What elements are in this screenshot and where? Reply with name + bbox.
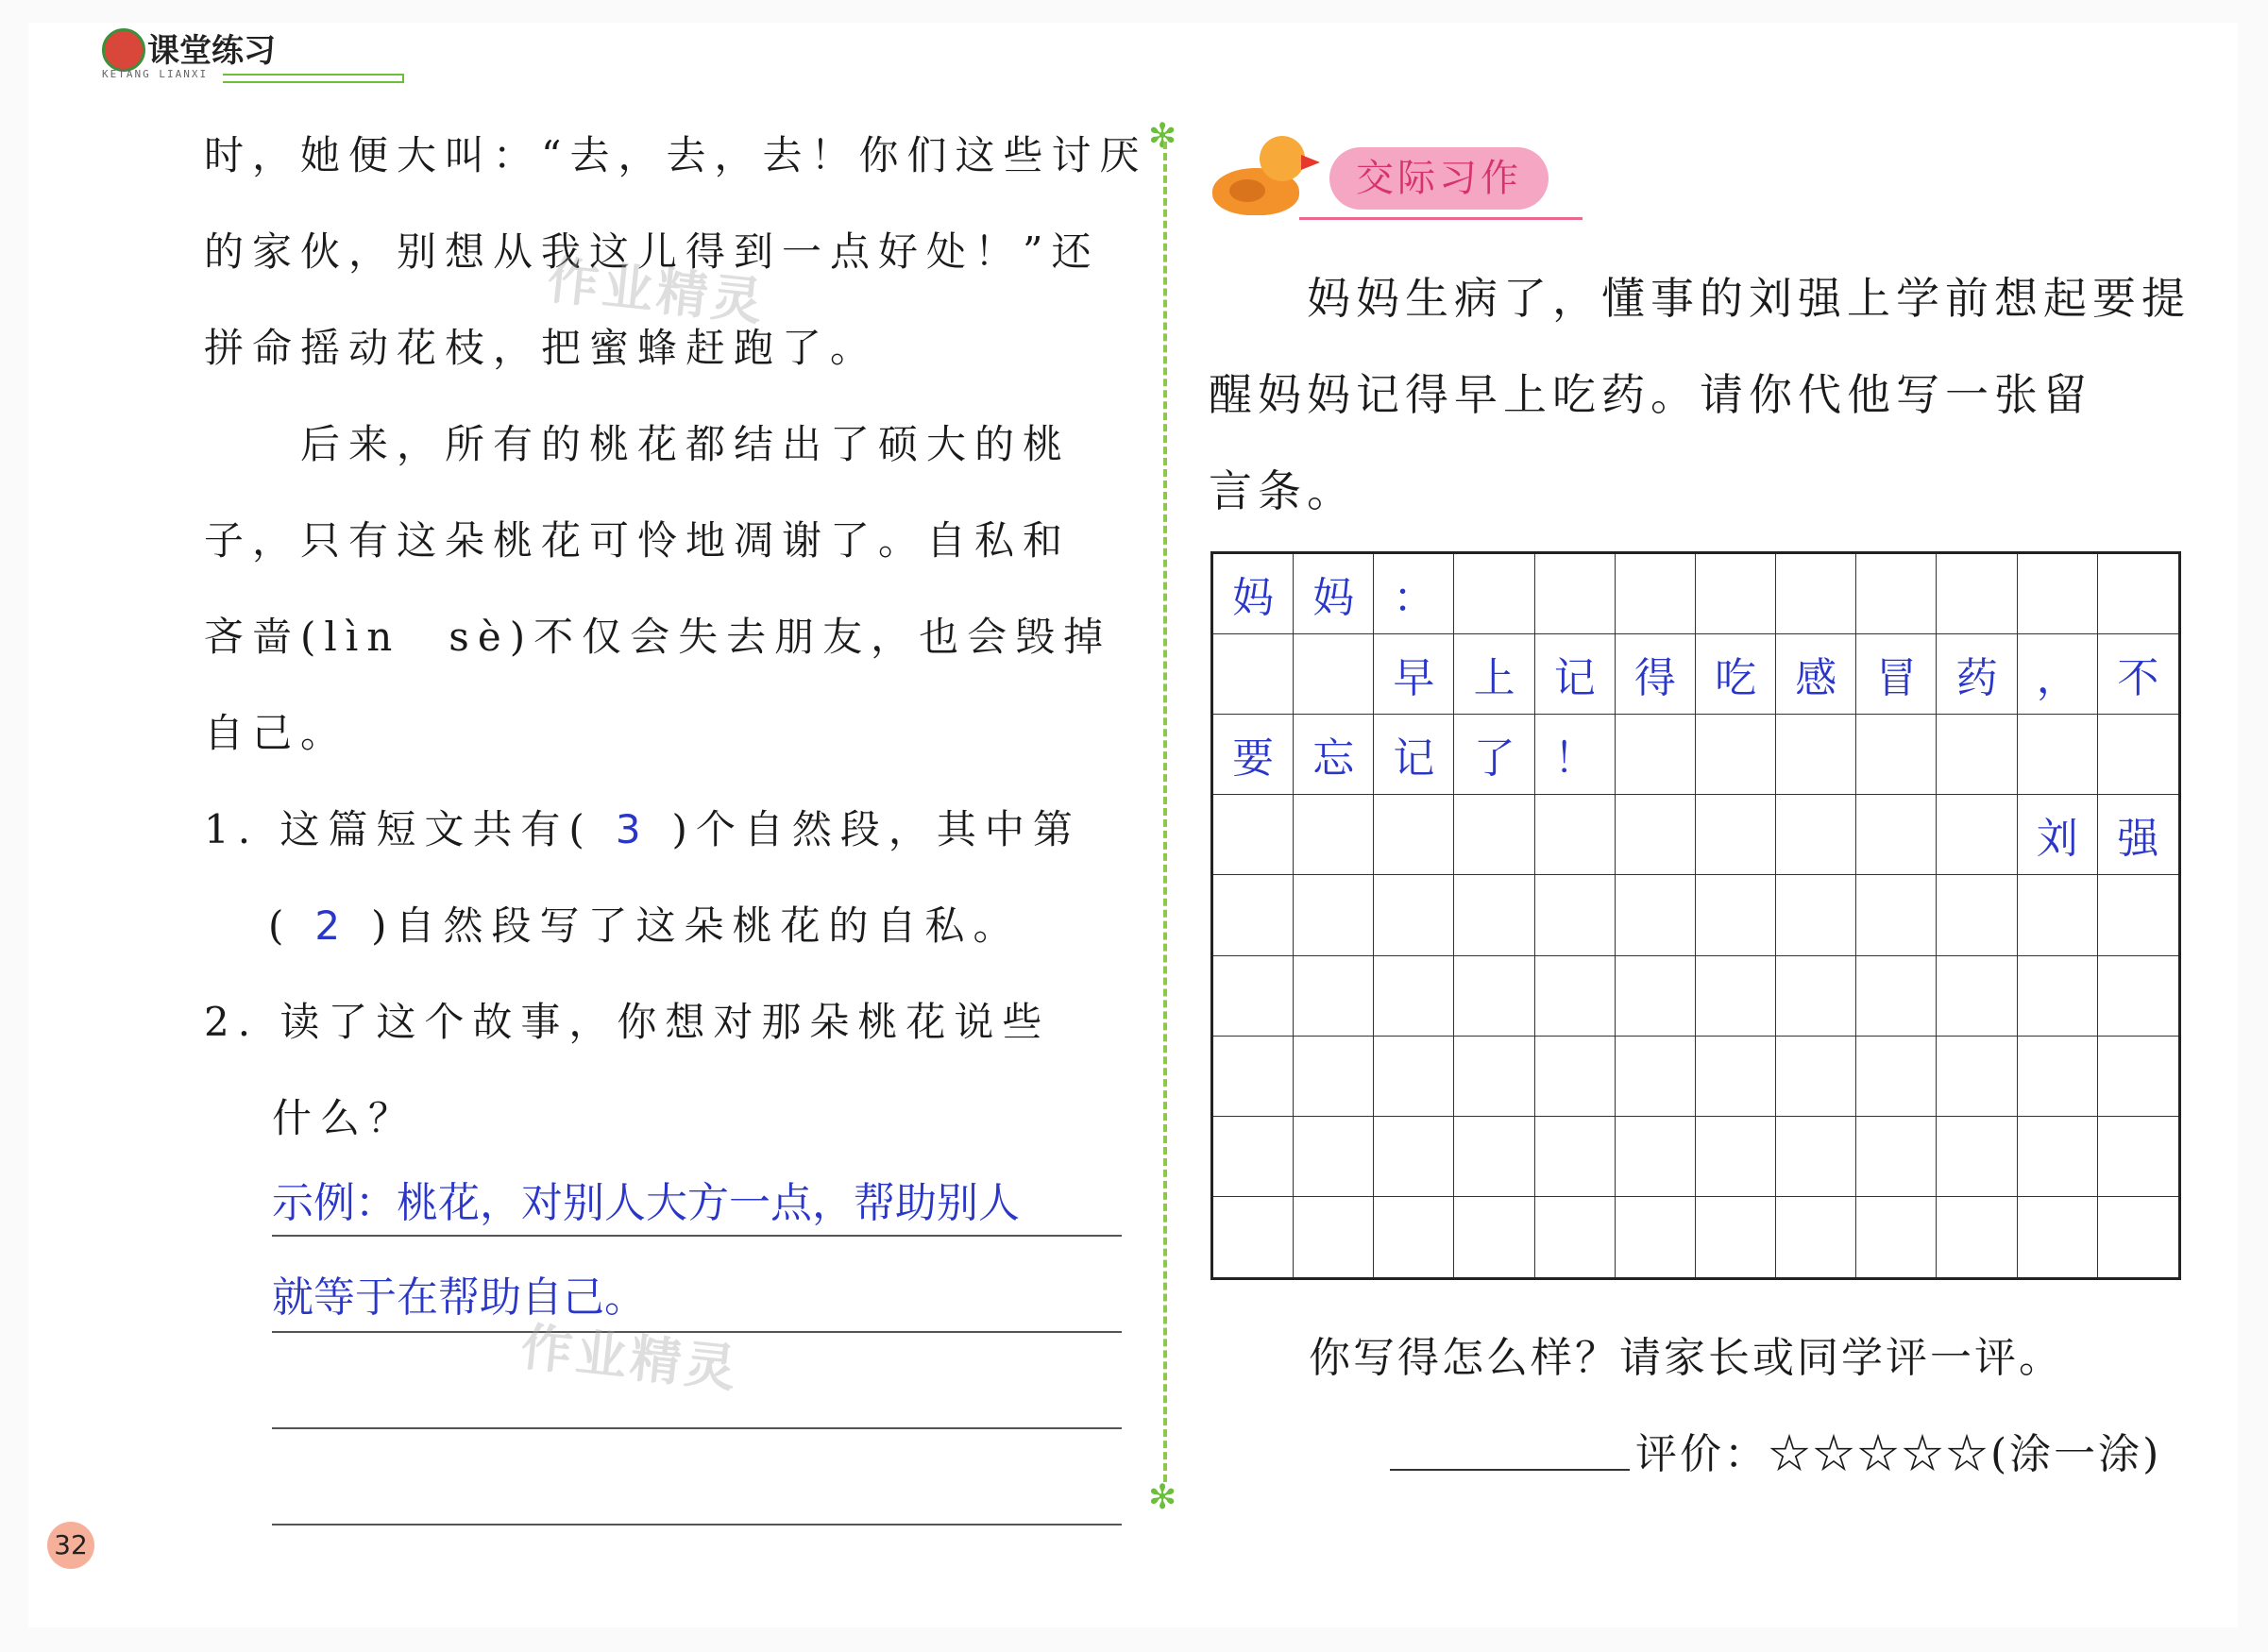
evaluation-blank — [1390, 1469, 1630, 1471]
grid-cell: 刘 — [2018, 795, 2098, 875]
grid-cell — [1213, 634, 1294, 715]
grid-cell — [1616, 1197, 1696, 1277]
grid-cell — [2098, 956, 2178, 1037]
grid-cell — [1454, 956, 1534, 1037]
grid-cell: 吃 — [1696, 634, 1776, 715]
grid-cell — [1213, 956, 1294, 1037]
grid-cell — [1937, 956, 2017, 1037]
story-line: 自己。 — [204, 710, 349, 756]
grid-cell — [1616, 554, 1696, 634]
grid-cell — [1937, 1037, 2017, 1117]
grid-cell — [1856, 795, 1937, 875]
header — [102, 25, 329, 85]
header-title: 课堂练习 — [147, 32, 276, 70]
watermark: 作业精灵 — [544, 250, 770, 332]
grid-cell — [2098, 875, 2178, 955]
grid-cell — [1294, 875, 1374, 955]
grid-cell — [1696, 554, 1776, 634]
story-line: 时，她便大叫：“去，去，去！你们这些讨厌 — [204, 132, 1148, 178]
grid-cell — [1937, 554, 2017, 634]
grid-cell — [1454, 1197, 1534, 1277]
grid-cell — [1535, 875, 1616, 955]
grid-cell — [1213, 795, 1294, 875]
grid-cell — [2098, 1117, 2178, 1197]
grid-cell — [1776, 1117, 1856, 1197]
grid-cell — [1776, 1197, 1856, 1277]
grid-cell — [1776, 956, 1856, 1037]
grid-cell: 记 — [1374, 715, 1454, 795]
grid-cell — [2098, 715, 2178, 795]
grid-cell — [1454, 1037, 1534, 1117]
grid-cell — [1856, 956, 1937, 1037]
grid-cell — [1696, 1197, 1776, 1277]
story-line: 吝啬(lìn sè)不仅会失去朋友，也会毁掉 — [204, 614, 1112, 660]
grid-cell: 要 — [1213, 715, 1294, 795]
grid-cell — [2098, 1197, 2178, 1277]
grid-cell: 药 — [1937, 634, 2017, 715]
column-divider — [1163, 142, 1167, 1482]
prompt-line: 言条。 — [1209, 465, 1356, 516]
note-writing-grid — [1210, 551, 2181, 1280]
grid-cell — [1454, 875, 1534, 955]
grid-cell: ， — [2018, 634, 2098, 715]
q2-answer-line-2: 就等于在帮助自己。 — [272, 1273, 646, 1322]
grid-cell — [1696, 715, 1776, 795]
q1-text-after-2: )自然段写了这朵桃花的自私。 — [371, 902, 1022, 949]
grid-cell — [1616, 956, 1696, 1037]
grid-cell — [1213, 1037, 1294, 1117]
grid-cell — [2098, 1037, 2178, 1117]
question-1-line-1 — [204, 799, 1081, 855]
grid-cell: 妈 — [1294, 554, 1374, 634]
grid-cell — [1535, 1197, 1616, 1277]
grid-cell — [1937, 795, 2017, 875]
grid-cell: 冒 — [1856, 634, 1937, 715]
grid-cell — [1454, 795, 1534, 875]
grid-cell — [2018, 554, 2098, 634]
grid-cell — [1696, 795, 1776, 875]
grid-cell — [1616, 1117, 1696, 1197]
grid-cell — [1294, 1197, 1374, 1277]
section-title: 交际习作 — [1329, 147, 1549, 210]
grid-cell: 了 — [1454, 715, 1534, 795]
answer-rule — [272, 1427, 1122, 1429]
question-2-line-2: 什么？ — [272, 1095, 417, 1141]
page-number: 32 — [47, 1522, 94, 1569]
header-subtitle: KETANG LIANXI — [102, 68, 209, 80]
grid-cell — [1616, 875, 1696, 955]
grid-cell — [1776, 715, 1856, 795]
grid-cell: 强 — [2098, 795, 2178, 875]
grid-cell — [1776, 554, 1856, 634]
grid-cell — [1374, 1117, 1454, 1197]
grid-cell: 得 — [1616, 634, 1696, 715]
header-bar — [223, 74, 404, 83]
grid-cell — [1856, 1037, 1937, 1117]
grid-cell — [1374, 1037, 1454, 1117]
grid-cell — [1294, 1037, 1374, 1117]
prompt-line: 醒妈妈记得早上吃药。请你代他写一张留 — [1209, 369, 2092, 420]
grid-cell — [1294, 1117, 1374, 1197]
story-line: 子，只有这朵桃花可怜地凋谢了。自私和 — [204, 517, 1072, 564]
grid-cell — [1856, 875, 1937, 955]
watermark: 作业精灵 — [517, 1317, 743, 1399]
grid-cell — [1856, 554, 1937, 634]
question-2-line-1: 2. 读了这个故事，你想对那朵桃花说些 — [204, 999, 1051, 1045]
grid-cell — [1616, 715, 1696, 795]
grid-cell — [1294, 634, 1374, 715]
answer-rule — [272, 1524, 1122, 1526]
q2-answer-line-1: 示例：桃花，对别人大方一点，帮助别人 — [272, 1179, 1020, 1227]
grid-cell — [1776, 875, 1856, 955]
q1-text-before-2: ( — [268, 902, 293, 949]
grid-cell — [1696, 1037, 1776, 1117]
grid-cell — [1937, 715, 2017, 795]
grid-cell: 早 — [1374, 634, 1454, 715]
grid-cell — [1213, 875, 1294, 955]
grid-cell — [1294, 795, 1374, 875]
grid-cell — [1937, 1197, 2017, 1277]
grid-cell — [1213, 1197, 1294, 1277]
story-line: 的家伙，别想从我这儿得到一点好处！”还 — [204, 228, 1100, 275]
answer-rule — [272, 1235, 1122, 1237]
grid-cell — [1535, 1037, 1616, 1117]
grid-cell — [1454, 1117, 1534, 1197]
grid-cell — [2018, 956, 2098, 1037]
grid-cell — [1374, 1197, 1454, 1277]
grid-cell — [1856, 1197, 1937, 1277]
evaluation-label: 评价：☆☆☆☆☆(涂一涂) — [1635, 1430, 2162, 1478]
q1-text-after: )个自然段，其中第 — [671, 806, 1081, 852]
grid-cell: 妈 — [1213, 554, 1294, 634]
grid-cell: ： — [1374, 554, 1454, 634]
grid-cell — [1374, 956, 1454, 1037]
grid-cell — [1616, 1037, 1696, 1117]
grid-cell: 上 — [1454, 634, 1534, 715]
grid-cell — [1937, 1117, 2017, 1197]
grid-cell — [1696, 875, 1776, 955]
grid-cell: 感 — [1776, 634, 1856, 715]
grid-cell — [2018, 715, 2098, 795]
grid-cell — [1213, 1117, 1294, 1197]
grid-cell — [1535, 795, 1616, 875]
grid-cell — [1696, 1117, 1776, 1197]
grid-cell — [1535, 554, 1616, 634]
question-1-line-2 — [268, 895, 1022, 952]
grid-cell — [2018, 1037, 2098, 1117]
grid-cell — [1374, 875, 1454, 955]
grid-cell — [1454, 554, 1534, 634]
grid-cell — [2098, 554, 2178, 634]
grid-cell — [1535, 956, 1616, 1037]
grid-cell — [2018, 1117, 2098, 1197]
grid-cell — [1535, 1117, 1616, 1197]
grid-cell: 不 — [2098, 634, 2178, 715]
duck-icon — [1212, 130, 1307, 215]
grid-cell — [1616, 795, 1696, 875]
grid-cell — [1294, 956, 1374, 1037]
grid-cell — [2018, 875, 2098, 955]
grid-cell — [1696, 956, 1776, 1037]
story-line: 拼命摇动花枝，把蜜蜂赶跑了。 — [204, 325, 879, 371]
prompt-line: 妈妈生病了，懂事的刘强上学前想起要提 — [1209, 273, 2191, 324]
grid-cell — [1776, 795, 1856, 875]
flower-icon: ✻ — [1148, 1478, 1177, 1517]
logo-icon — [102, 28, 145, 72]
grid-cell: 忘 — [1294, 715, 1374, 795]
grid-cell: ！ — [1535, 715, 1616, 795]
flower-icon: ✻ — [1148, 117, 1177, 156]
grid-cell: 记 — [1535, 634, 1616, 715]
grid-cell — [2018, 1197, 2098, 1277]
section-underline — [1299, 217, 1583, 220]
q1-answer-1: 3 — [615, 806, 650, 852]
grid-cell — [1374, 795, 1454, 875]
q1-answer-2: 2 — [314, 902, 349, 949]
evaluation-question: 你写得怎么样？请家长或同学评一评。 — [1309, 1334, 2063, 1382]
grid-cell — [1856, 715, 1937, 795]
grid-cell — [1937, 875, 2017, 955]
grid-cell — [1776, 1037, 1856, 1117]
grid-cell — [1856, 1117, 1937, 1197]
q1-text-before: 1. 这篇短文共有( — [204, 806, 593, 852]
story-line: 后来，所有的桃花都结出了硕大的桃 — [204, 421, 1072, 467]
